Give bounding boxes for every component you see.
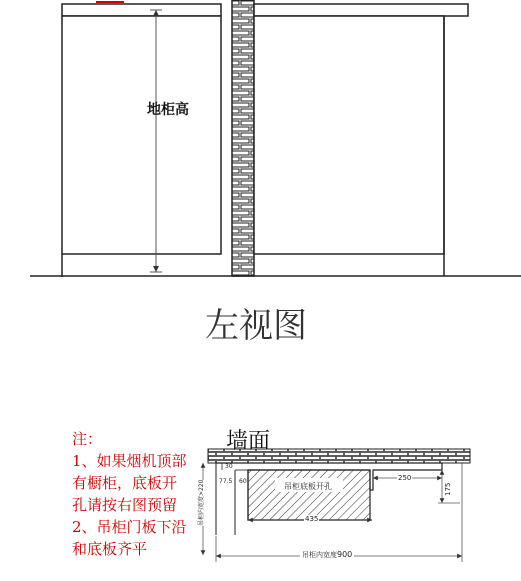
wall-label: 墙面: [226, 429, 271, 454]
dim-77-5: 77.5: [219, 478, 233, 485]
note-line: 和底板齐平: [72, 540, 148, 558]
left-cabinet-body: [62, 16, 221, 254]
note-line: 2、吊柜门板下沿: [72, 518, 187, 536]
base-cabinet-height-label: 地柜高: [147, 102, 189, 118]
note-line: 有橱柜，底板开: [72, 474, 178, 492]
bottom-board-opening: [248, 470, 370, 520]
dim-60: 60: [239, 478, 247, 485]
dim-vertical-left: 吊柜内宽度>220: [198, 479, 205, 526]
note-line: 1、如果烟机顶部: [72, 452, 187, 470]
right-cabinet-body: [254, 16, 444, 254]
dim-175: 175: [444, 482, 452, 496]
dim-435: 435: [305, 515, 319, 523]
left-view-title: 左视图: [205, 306, 307, 346]
hole-label: 吊柜底板开孔: [284, 482, 332, 491]
dim-900: [300, 550, 354, 560]
brick-wall-column: [232, 0, 254, 276]
dim-250: 250: [398, 474, 412, 482]
right-countertop: [254, 4, 468, 16]
dim-900-value: 900: [337, 550, 353, 559]
left-view-drawing: [30, 0, 521, 277]
note-line: 注：: [72, 430, 103, 448]
note-block: [72, 428, 187, 560]
note-line: 孔请按右图预留: [72, 496, 178, 514]
dim-30: 30: [225, 463, 233, 470]
dim-900-prefix: 吊柜内宽度: [302, 551, 337, 559]
left-countertop: [62, 4, 221, 16]
cabinet-section-drawing: [203, 449, 470, 562]
